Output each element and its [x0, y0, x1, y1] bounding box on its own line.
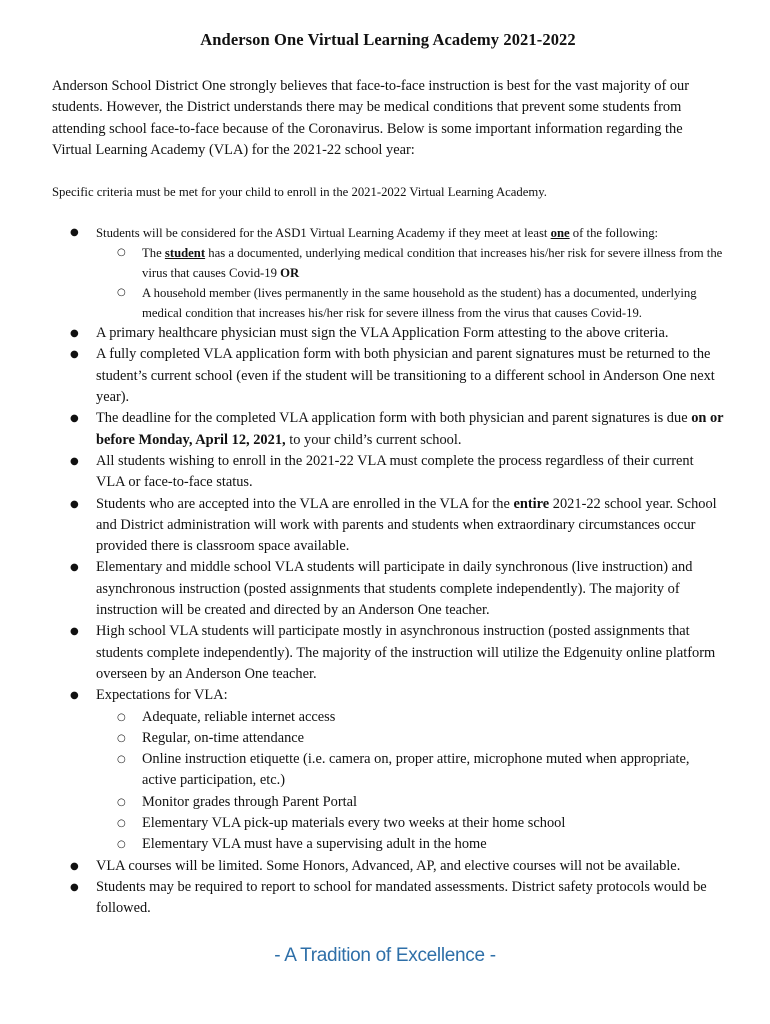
list-item-elementary-middle: ● Elementary and middle school VLA students will participate in daily synchronous (live instruction) and asynchronous instruction (posted assignments that students complete independently). The majority of instruction will be created and directed by an Anderson One teacher. — [52, 557, 724, 621]
emphasis-student: student — [164, 246, 206, 261]
expectation-item: ○ Adequate, reliable internet access — [96, 707, 724, 728]
sublist-item-household-condition: ○ A household member (lives permanently in the same household as the student) has a documented, underlying medical condition that increases his/her risk for severe illness from the virus that causes Covid-19. — [96, 283, 724, 323]
criteria-intro: Specific criteria must be met for your child to enroll in the 2021-2022 Virtual Learning Academy. — [52, 185, 547, 200]
list-item-entire-year: ● Students who are accepted into the VLA are enrolled in the VLA for the entire 2021-22 school year. School and District administration will work with parents and students when extraordinary circumstances occur provided there is classroom space available. — [52, 494, 724, 558]
emphasis-one: one — [550, 226, 570, 241]
list-item-course-limits: ● VLA courses will be limited. Some Honors, Advanced, AP, and elective courses will not be available. — [52, 856, 724, 877]
deadline-date: on or before Monday, April 12, 2021, — [96, 410, 724, 448]
expectations-sublist — [96, 707, 724, 856]
emphasis-entire: entire — [513, 495, 550, 512]
list-item-expectations: ● Expectations for VLA: ○ Adequate, reliable internet access ○ Regular, on-time attendance ○ Online instruction etiquette (i.e. camera on, proper attire, microphone muted when appropriate, active participation, etc.) ○ Monitor grades through Parent Portal ○ Elementary VLA pick-up materials every two weeks at their home school ○ Elementary VLA must have a supervising adult in the home — [52, 685, 724, 855]
list-item-assessments: ● Students may be required to report to school for mandated assessments. District safety protocols would be followed. — [52, 877, 724, 920]
list-item-deadline: ● The deadline for the completed VLA application form with both physician and parent signatures is due on or before Monday, April 12, 2021, to your child’s current school. — [52, 408, 724, 451]
list-item-enrollment-process: ● All students wishing to enroll in the 2021-22 VLA must complete the process regardless of their current VLA or face-to-face status. — [52, 451, 724, 494]
expectation-item: ○ Monitor grades through Parent Portal — [96, 792, 724, 813]
requirements-list — [52, 223, 724, 919]
emphasis-or: OR — [280, 266, 300, 281]
expectation-item: ○ Online instruction etiquette (i.e. camera on, proper attire, microphone muted when appropriate, active participation, etc.) — [96, 749, 724, 792]
list-item-high-school: ● High school VLA students will participate mostly in asynchronous instruction (posted assignments that students complete independently). The majority of the instruction will utilize the Edgenuity online platform overseen by an Anderson One teacher. — [52, 621, 724, 685]
footer-tagline: - A Tradition of Excellence - — [274, 945, 496, 966]
expectation-item: ○ Elementary VLA pick-up materials every two weeks at their home school — [96, 813, 724, 834]
expectation-item: ○ Elementary VLA must have a supervising adult in the home — [96, 834, 724, 855]
list-item-eligibility: ● Students will be considered for the ASD1 Virtual Learning Academy if they meet at least one of the following: ○ The student has a documented, underlying medical condition that increases his/her risk for severe illness from the virus that causes Covid-19 OR ○ A household member (lives permanently in the same household as the student) has a documented, underlying medical condition that increases his/her risk for severe illness from the virus that causes Covid-19. — [52, 223, 724, 323]
sublist-item-student-condition: ○ The student has a documented, underlying medical condition that increases his/her risk for severe illness from the virus that causes Covid-19 OR — [96, 243, 724, 283]
expectation-item: ○ Regular, on-time attendance — [96, 728, 724, 749]
eligibility-sublist — [96, 243, 724, 323]
document-title: Anderson One Virtual Learning Academy 2021-2022 — [200, 30, 576, 49]
intro-paragraph: Anderson School District One strongly believes that face-to-face instruction is best for the vast majority of our students. However, the District understands there may be medical conditions that prevent some students from attending school face-to-face because of the Coronavirus. Below is some important information regarding the Virtual Learning Academy (VLA) for the 2021-22 school year: — [52, 78, 690, 158]
list-item-physician-signature: ● A primary healthcare physician must sign the VLA Application Form attesting to the above criteria. — [52, 323, 724, 344]
list-item-application-return: ● A fully completed VLA application form with both physician and parent signatures must be returned to the student’s current school (even if the student will be transitioning to a different school in Anderson One next year). — [52, 344, 724, 408]
